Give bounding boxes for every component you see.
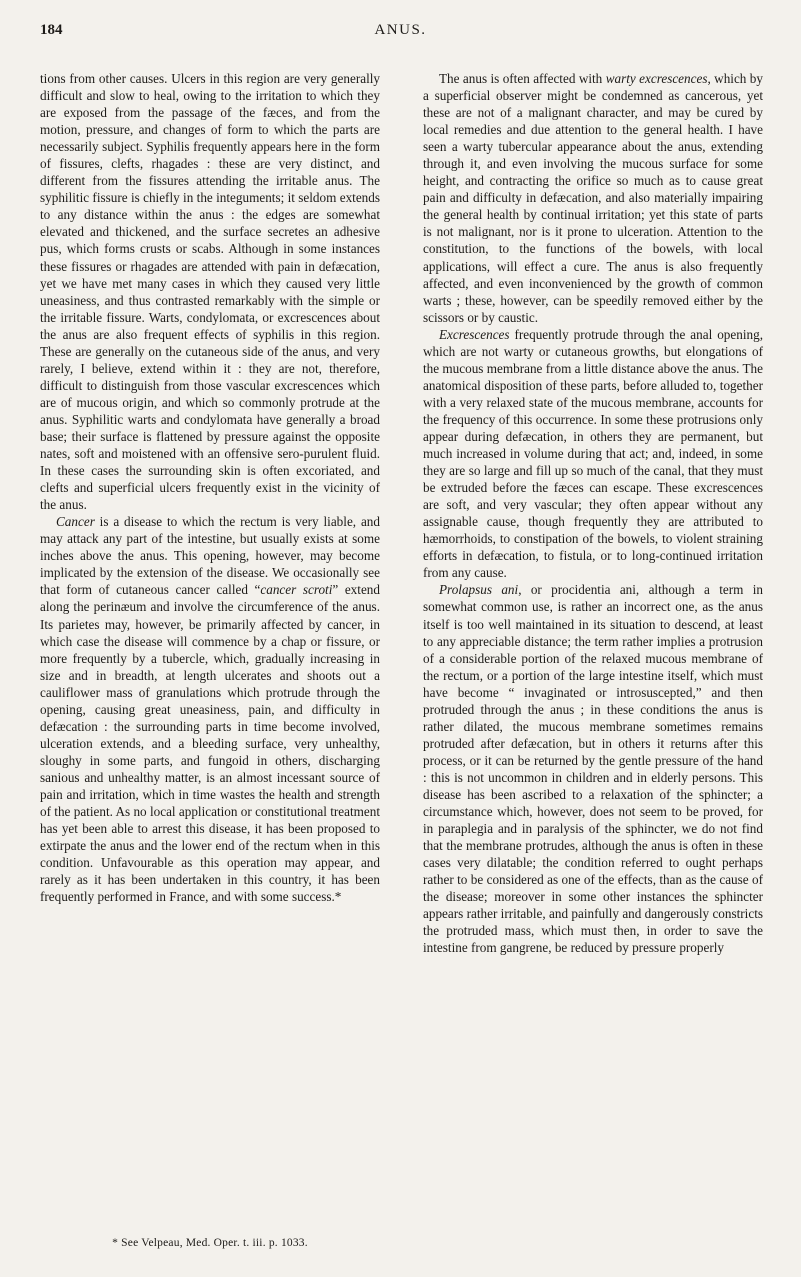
paragraph-ulcers-syphilis <box>40 70 380 513</box>
paragraph-text: is a disease to which the rectum is very liable, and may attack any part of the intestine, but usually exists at some inches above the anus. This opening, however, may become implicated by the extension of the disease. We occasionally see that form of cutaneous cancer called “ <box>40 514 380 598</box>
term-cancer: Cancer <box>56 514 95 530</box>
term-warty-excrescences: warty excrescences <box>605 71 708 86</box>
left-column <box>40 70 380 905</box>
paragraph-text: , which by a superficial observer might be condemned as cancerous, yet these are not of a malignant character, and may be cured by local remedies and due attention to the general health. I have seen a warty tubercular appearance about the anus, extending through it, and even involving the mucous surface for some height, and contracting the orifice so much as to cause great pain and difficulty in defæcation, and also materially impairing the general health by continual irritation; yet this state of parts is not malignant, nor is it prone to ulceration. Attention to the constitution, to the functions of the bowels, with local applications, will effect a cure. The anus is also frequently affected, and even inconvenienced by the growth of common warts ; these, however, can be speedily removed either by the scissors or by caustic. <box>423 71 763 325</box>
page-header <box>0 20 801 44</box>
paragraph-text: ” extend along the perinæum and involve the circumference of the anus. Its parietes may, however, be primarily affected by cancer, in which case the disease will commence by a chap or fissure, or more frequently by a tubercle, which, gradually increasing in size and in breadth, at length ulcerates and shoots out a cauliflower mass of granulations which protrude through the opening, causing great uneasiness, pain, and difficulty in defæcation : the surrounding parts in time become involved, ulceration extends, and a bleeding surface, very unhealthy, sloughy in some parts, and fungoid in others, discharging sanious and unhealthy matter, is an almost incessant source of pain and irritation, which in time wastes the health and strength of the patient. As no local application or constitutional treatment has yet been able to arrest this disease, it has been proposed to extirpate the anus and the lower end of the rectum when in this condition. Unfavourable as this operation may appear, and rarely as it has been undertaken in this country, it has been frequently performed in France, and with some success.* <box>40 582 380 905</box>
paragraph-warty-excrescences <box>423 70 763 326</box>
footnote: * See Velpeau, Med. Oper. t. iii. p. 1033. <box>112 1237 308 1249</box>
paragraph-cancer <box>40 513 380 905</box>
right-column <box>423 70 763 956</box>
term-prolapsus-ani: Prolapsus ani <box>439 582 519 598</box>
paragraph-text: frequently protrude through the anal opening, which are not warty or cutaneous growths, but elongations of the mucous membrane from a little distance above the anus. The anatomical disposition of these parts, before alluded to, together with a very relaxed state of the mucous membrane, accounts for the frequency of this occurrence. In some these protrusions only appear during defæcation, in others they are permanent, but much increased in volume during that act; and, indeed, in some they are so large and fill up so much of the canal, that they must be extruded before the fæces can escape. These excrescences are soft, and very vascular; they often appear without any assignable cause, though frequently they are attributed to hæmorrhoids, to constipation of the bowels, to violent straining efforts in defæcation, to fistula, or to long-continued irritation from any cause. <box>423 326 763 581</box>
running-head: ANUS. <box>374 22 427 38</box>
term-cancer-scroti: cancer scroti <box>260 582 333 598</box>
paragraph-prolapsus-ani <box>423 581 763 956</box>
page-number: 184 <box>40 22 63 38</box>
paragraph-text: , or procidentia ani, although a term in somewhat common use, is rather an incorrect one, as the anus itself is too well maintained in its situation to descend, at least to any appreciable distance; the term rather implies a protrusion of a considerable portion of the relaxed mucous membrane of the rectum, or a portion of the large intestine itself, which must have become “ invaginated or introsuscepted,” and then protruded through the anus ; in these conditions the anus is rather dilated, the mucous membrane sometimes remains protruded after defæcation, but in others it returns after this process, or it can be returned by the gentle pressure of the hand : this is not uncommon in children and in elderly persons. This disease has been ascribed to a relaxation of the sphincter; a circumstance which, however, does not seem to be proved, for in paraplegia and in paralysis of the sphincter, we do not find that the membrane protrudes, although the anus is often in these cases very dilatable; the condition referred to ought perhaps rather to be considered as one of the effects, than as the cause of the disease; moreover in some other instances the sphincter appears rather irritable, and painfully and dangerously constricts the protruded mass, which must then, in order to save the intestine from gangrene, be reduced by pressure properly <box>423 582 764 956</box>
paragraph-excrescences <box>423 326 763 582</box>
paragraph-text: tions from other causes. Ulcers in this region are very generally difficult and slow to heal, owing to the irritation to which they are exposed from the passage of the fæces, and from the motion, pressure, and changes of form to which the parts are necessarily subject. Syphilis frequently appears here in the form of fissures, clefts, rhagades : these are very distinct, and different from the fissures attending the irritable anus. The syphilitic fissure is chiefly in the integuments; it seldom extends to any distance within the anus : the edges are somewhat elevated and thickened, and the surface secretes an adhesive pus, which forms crusts or scabs. Although in some instances these fissures or rhagades are attended with pain in defæcation, yet we have met many cases in which they caused very little uneasiness, and thus contrasted remarkably with the simple or the irritable fissure. Warts, condylomata, or excrescences about the anus are also frequent effects of syphilis in this region. These are generally on the cutaneous side of the anus, and very rarely, I believe, extend within it : they are not, therefore, difficult to distinguish from those vascular excrescences which are of mucous origin, and which so commonly protrude at the anus. Syphilitic warts and condylomata have generally a broad base; their surface is flattened by pressure against the opposite nates, soft and moistened with an offensive sero-purulent fluid. In these cases the surrounding skin is often excoriated, and clefts and superficial ulcers frequently exist in the vicinity of the anus. <box>40 71 380 513</box>
term-excrescences: Excrescences <box>439 326 510 342</box>
paragraph-text: The anus is often affected with <box>439 71 606 86</box>
